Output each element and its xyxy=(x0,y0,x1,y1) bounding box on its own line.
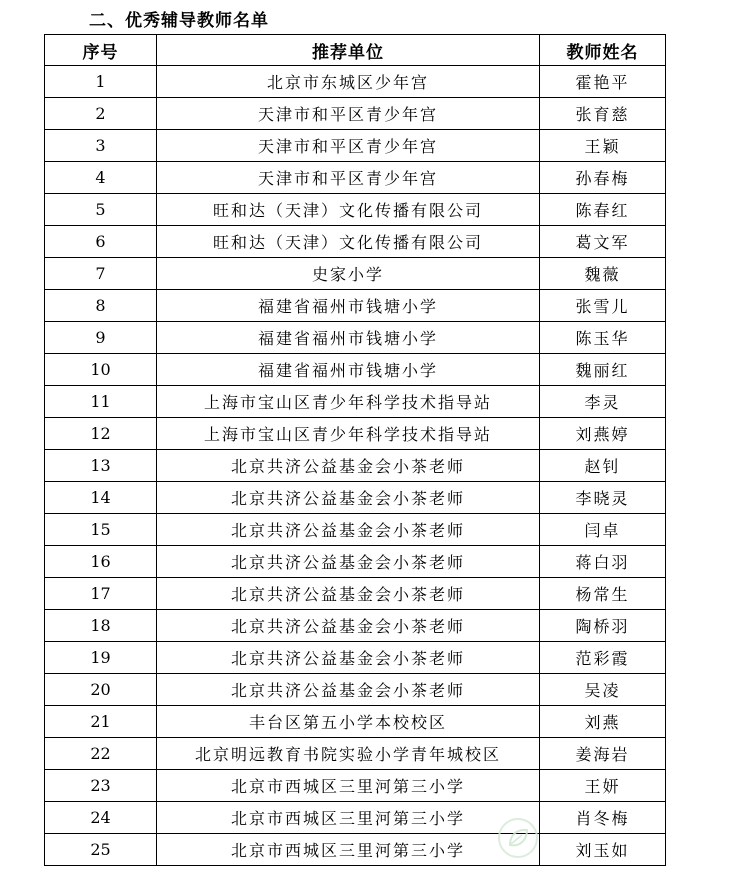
row-unit: 天津市和平区青少年宫 xyxy=(157,98,540,130)
row-teacher-name: 陈玉华 xyxy=(540,322,666,354)
row-teacher-name: 陈春红 xyxy=(540,194,666,226)
row-unit: 福建省福州市钱塘小学 xyxy=(157,322,540,354)
leaf-logo-icon xyxy=(498,818,538,858)
row-index: 24 xyxy=(45,802,157,834)
row-teacher-name: 刘玉如 xyxy=(540,834,666,866)
table-header xyxy=(45,35,666,66)
row-unit: 北京共济公益基金会小茶老师 xyxy=(157,642,540,674)
row-index: 10 xyxy=(45,354,157,386)
table-row xyxy=(45,546,666,578)
table-row xyxy=(45,482,666,514)
row-teacher-name: 李灵 xyxy=(540,386,666,418)
row-unit: 北京市西城区三里河第三小学 xyxy=(157,770,540,802)
table-row xyxy=(45,322,666,354)
table-row xyxy=(45,290,666,322)
row-unit: 史家小学 xyxy=(157,258,540,290)
row-index: 13 xyxy=(45,450,157,482)
row-unit: 北京明远教育书院实验小学青年城校区 xyxy=(157,738,540,770)
row-unit: 上海市宝山区青少年科学技术指导站 xyxy=(157,418,540,450)
row-index: 9 xyxy=(45,322,157,354)
row-unit: 旺和达（天津）文化传播有限公司 xyxy=(157,226,540,258)
row-unit: 天津市和平区青少年宫 xyxy=(157,162,540,194)
row-unit: 丰台区第五小学本校校区 xyxy=(157,706,540,738)
row-teacher-name: 魏丽红 xyxy=(540,354,666,386)
header-row xyxy=(45,35,666,66)
table-row xyxy=(45,770,666,802)
table-body xyxy=(45,66,666,866)
row-teacher-name: 陶桥羽 xyxy=(540,610,666,642)
table-row xyxy=(45,706,666,738)
row-index: 25 xyxy=(45,834,157,866)
row-index: 3 xyxy=(45,130,157,162)
header-teacher-name: 教师姓名 xyxy=(540,35,666,66)
table-row xyxy=(45,802,666,834)
row-index: 2 xyxy=(45,98,157,130)
table-row xyxy=(45,194,666,226)
row-teacher-name: 肖冬梅 xyxy=(540,802,666,834)
row-teacher-name: 魏薇 xyxy=(540,258,666,290)
row-index: 4 xyxy=(45,162,157,194)
table-row xyxy=(45,674,666,706)
header-unit: 推荐单位 xyxy=(157,35,540,66)
table-row xyxy=(45,738,666,770)
row-teacher-name: 张雪儿 xyxy=(540,290,666,322)
table-row xyxy=(45,66,666,98)
table-row xyxy=(45,514,666,546)
row-teacher-name: 赵钊 xyxy=(540,450,666,482)
row-index: 15 xyxy=(45,514,157,546)
row-index: 8 xyxy=(45,290,157,322)
row-unit: 北京共济公益基金会小茶老师 xyxy=(157,450,540,482)
row-unit: 上海市宝山区青少年科学技术指导站 xyxy=(157,386,540,418)
table-row xyxy=(45,354,666,386)
row-teacher-name: 葛文军 xyxy=(540,226,666,258)
row-teacher-name: 范彩霞 xyxy=(540,642,666,674)
teacher-table xyxy=(44,34,666,866)
table-row xyxy=(45,162,666,194)
row-teacher-name: 李晓灵 xyxy=(540,482,666,514)
table-row xyxy=(45,386,666,418)
table-row xyxy=(45,578,666,610)
row-teacher-name: 杨常生 xyxy=(540,578,666,610)
table-row xyxy=(45,834,666,866)
row-teacher-name: 蒋白羽 xyxy=(540,546,666,578)
row-teacher-name: 吴凌 xyxy=(540,674,666,706)
table-row xyxy=(45,642,666,674)
row-index: 21 xyxy=(45,706,157,738)
row-unit: 北京共济公益基金会小茶老师 xyxy=(157,578,540,610)
row-unit: 北京市东城区少年宫 xyxy=(157,66,540,98)
row-index: 17 xyxy=(45,578,157,610)
row-teacher-name: 王妍 xyxy=(540,770,666,802)
row-unit: 北京共济公益基金会小茶老师 xyxy=(157,610,540,642)
table-row xyxy=(45,450,666,482)
row-index: 23 xyxy=(45,770,157,802)
table-row xyxy=(45,610,666,642)
table-row xyxy=(45,130,666,162)
row-teacher-name: 霍艳平 xyxy=(540,66,666,98)
table-row xyxy=(45,258,666,290)
row-index: 20 xyxy=(45,674,157,706)
section-heading: 二、优秀辅导教师名单 xyxy=(89,11,269,31)
row-index: 5 xyxy=(45,194,157,226)
row-index: 14 xyxy=(45,482,157,514)
row-unit: 福建省福州市钱塘小学 xyxy=(157,354,540,386)
row-index: 6 xyxy=(45,226,157,258)
row-unit: 旺和达（天津）文化传播有限公司 xyxy=(157,194,540,226)
row-unit: 北京共济公益基金会小茶老师 xyxy=(157,482,540,514)
row-index: 16 xyxy=(45,546,157,578)
row-unit: 北京共济公益基金会小茶老师 xyxy=(157,674,540,706)
row-index: 18 xyxy=(45,610,157,642)
table-row xyxy=(45,226,666,258)
row-teacher-name: 姜海岩 xyxy=(540,738,666,770)
row-unit: 北京市西城区三里河第三小学 xyxy=(157,834,540,866)
row-index: 22 xyxy=(45,738,157,770)
row-teacher-name: 王颖 xyxy=(540,130,666,162)
row-index: 11 xyxy=(45,386,157,418)
table-row xyxy=(45,418,666,450)
row-teacher-name: 刘燕 xyxy=(540,706,666,738)
row-unit: 天津市和平区青少年宫 xyxy=(157,130,540,162)
row-index: 12 xyxy=(45,418,157,450)
row-teacher-name: 孙春梅 xyxy=(540,162,666,194)
row-unit: 福建省福州市钱塘小学 xyxy=(157,290,540,322)
row-teacher-name: 闫卓 xyxy=(540,514,666,546)
row-index: 19 xyxy=(45,642,157,674)
row-index: 1 xyxy=(45,66,157,98)
row-unit: 北京共济公益基金会小茶老师 xyxy=(157,546,540,578)
header-index: 序号 xyxy=(45,35,157,66)
row-teacher-name: 张育慈 xyxy=(540,98,666,130)
table-row xyxy=(45,98,666,130)
row-unit: 北京共济公益基金会小茶老师 xyxy=(157,514,540,546)
row-index: 7 xyxy=(45,258,157,290)
row-unit: 北京市西城区三里河第三小学 xyxy=(157,802,540,834)
row-teacher-name: 刘燕婷 xyxy=(540,418,666,450)
